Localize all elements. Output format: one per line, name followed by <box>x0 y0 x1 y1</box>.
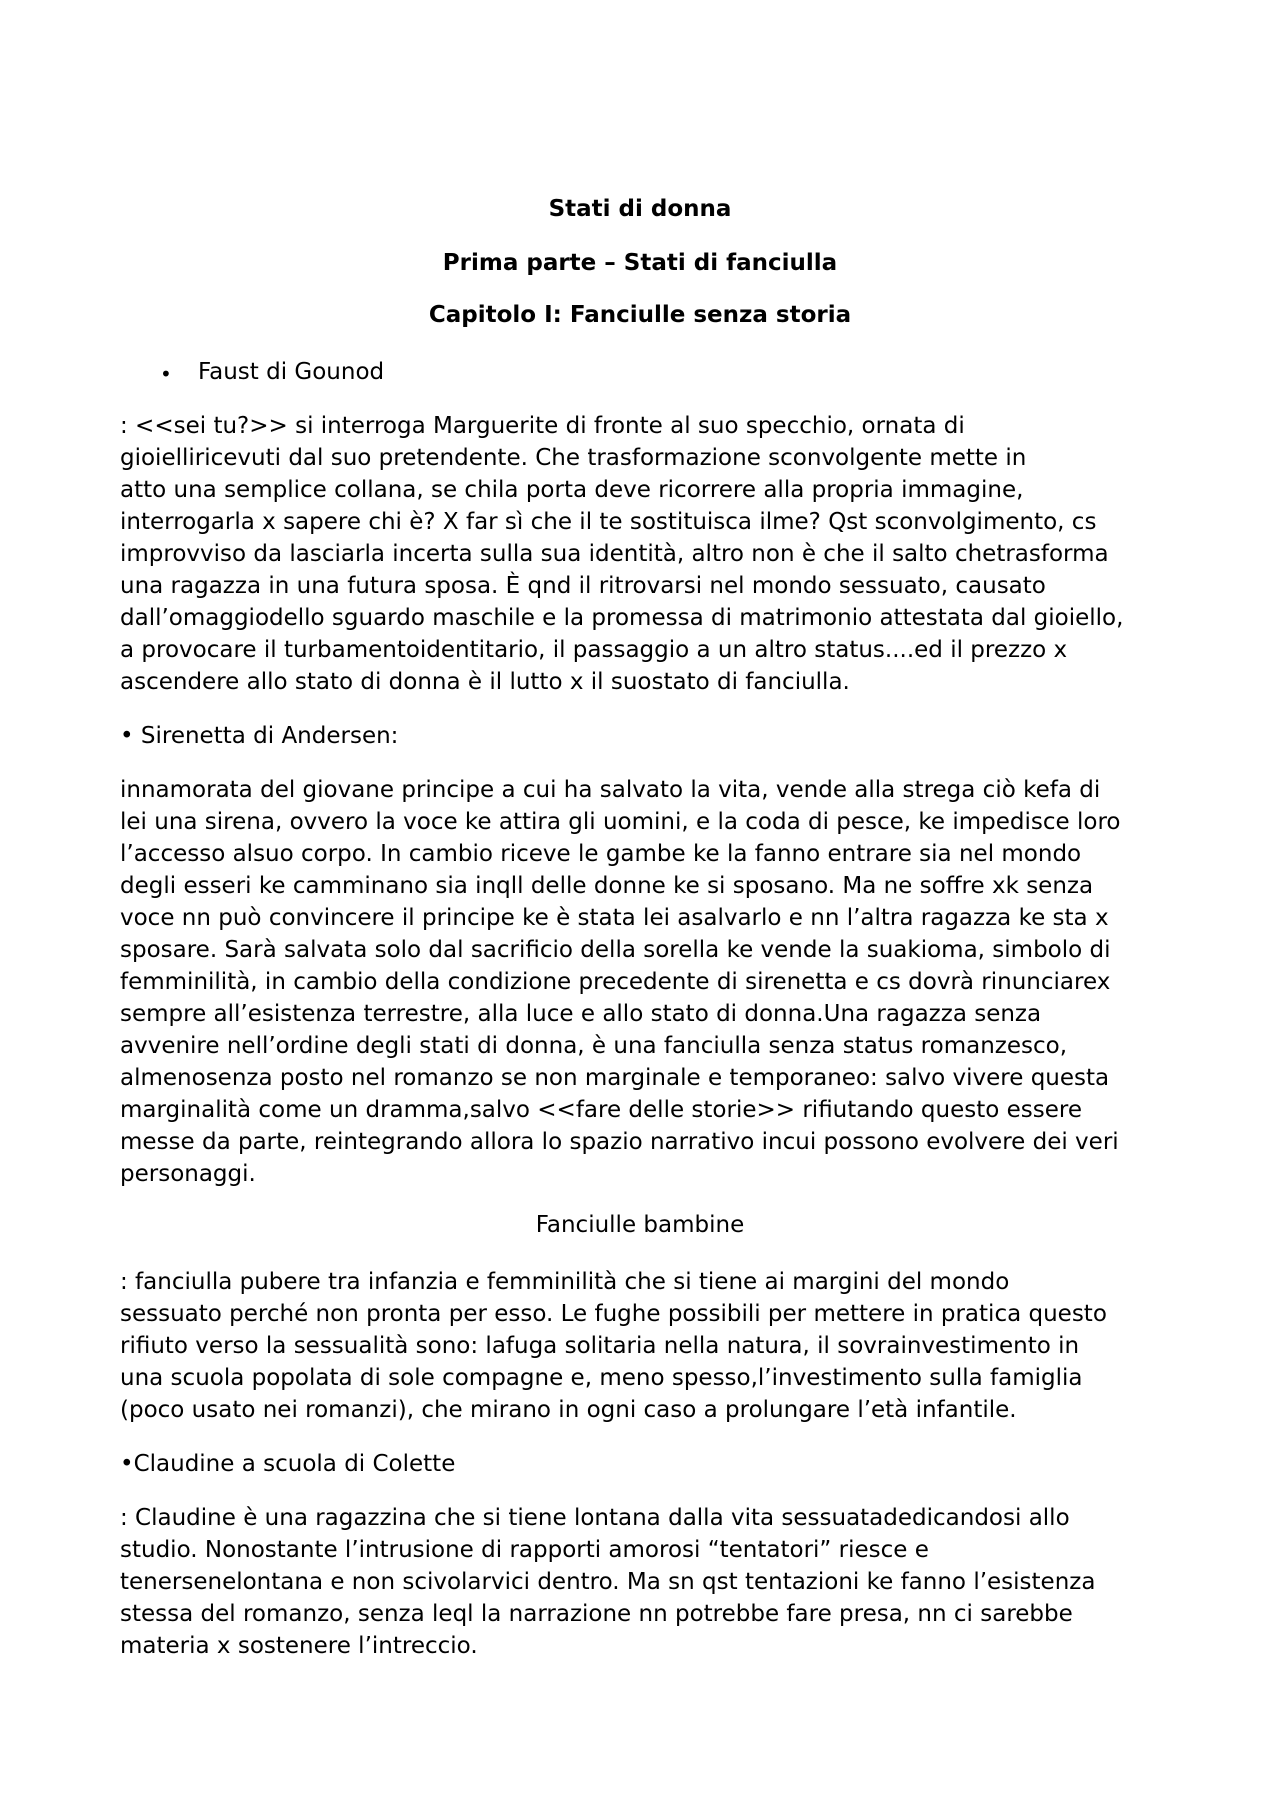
paragraph-line: marginalità come un dramma,salvo <<fare delle storie>> rifiutando questo essere <box>120 1097 1083 1123</box>
paragraph-line: femminilità, in cambio della condizione precedente di sirenetta e cs dovrà rinunciarex <box>120 969 1111 995</box>
paragraph-line: improvviso da lasciarla incerta sulla sua identità, altro non è che il salto chetrasforma <box>120 541 1109 567</box>
paragraph-line: (poco usato nei romanzi), che mirano in ogni caso a prolungare l’età infantile. <box>120 1397 1017 1423</box>
paragraph-line: avvenire nell’ordine degli stati di donna, è una fanciulla senza status romanzesco, <box>120 1033 1068 1059</box>
paragraph-line: stessa del romanzo, senza leql la narrazione nn potrebbe fare presa, nn ci sarebbe <box>120 1601 1073 1627</box>
paragraph-line: sessuato perché non pronta per esso. Le fughe possibili per mettere in pratica questo <box>120 1301 1107 1327</box>
faust-heading: Faust di Gounod <box>198 359 385 385</box>
paragraph-line: dall’omaggiodello sguardo maschile e la promessa di matrimonio attestata dal gioiello, <box>120 605 1124 631</box>
bullet-icon: • <box>160 362 172 386</box>
paragraph-line: : <<sei tu?>> si interroga Marguerite di fronte al suo specchio, ornata di <box>120 413 965 439</box>
document-title: Stati di donna <box>548 196 732 222</box>
paragraph-line: almenosenza posto nel romanzo se non marginale e temporaneo: salvo vivere questa <box>120 1065 1110 1091</box>
section-heading-fanciulle-bambine: Fanciulle bambine <box>535 1212 745 1238</box>
paragraph-line: studio. Nonostante l’intrusione di rapporti amorosi “tentatori” riesce e <box>120 1537 929 1563</box>
paragraph-line: a provocare il turbamentoidentitario, il passaggio a un altro status....ed il prezzo x <box>120 637 1068 663</box>
paragraph-line: voce nn può convincere il principe ke è stata lei asalvarlo e nn l’altra ragazza ke sta x <box>120 905 1109 931</box>
paragraph-line: lei una sirena, ovvero la voce ke attira gli uomini, e la coda di pesce, ke impedisce loro <box>120 809 1121 835</box>
part-title: Prima parte – Stati di fanciulla <box>442 250 838 276</box>
paragraph-line: degli esseri ke camminano sia inqll delle donne ke si sposano. Ma ne soffre xk senza <box>120 873 1094 899</box>
paragraph-line: messe da parte, reintegrando allora lo spazio narrativo incui possono evolvere dei veri <box>120 1129 1119 1155</box>
chapter-title: Capitolo I: Fanciulle senza storia <box>428 302 852 328</box>
paragraph-line: una scuola popolata di sole compagne e, meno spesso,l’investimento sulla famiglia <box>120 1365 1083 1391</box>
paragraph-line: gioielliricevuti dal suo pretendente. Che trasformazione sconvolgente mette in <box>120 445 1027 471</box>
sirenetta-heading: • Sirenetta di Andersen: <box>120 723 399 749</box>
paragraph-line: sempre all’esistenza terrestre, alla luce e allo stato di donna.Una ragazza senza <box>120 1001 1042 1027</box>
paragraph-line: interrogarla x sapere chi è? X far sì che il te sostituisca ilme? Qst sconvolgimento, cs <box>120 509 1097 535</box>
paragraph-line: l’accesso alsuo corpo. In cambio riceve le gambe ke la fanno entrare sia nel mondo <box>120 841 1082 867</box>
claudine-heading: •Claudine a scuola di Colette <box>120 1451 456 1477</box>
paragraph-line: : Claudine è una ragazzina che si tiene lontana dalla vita sessuatadedicandosi allo <box>120 1505 1070 1531</box>
paragraph-line: ascendere allo stato di donna è il lutto x il suostato di fanciulla. <box>120 669 850 695</box>
paragraph-line: personaggi. <box>120 1161 256 1187</box>
paragraph-line: innamorata del giovane principe a cui ha salvato la vita, vende alla strega ciò kefa di <box>120 777 1101 803</box>
paragraph-line: una ragazza in una futura sposa. È qnd il ritrovarsi nel mondo sessuato, causato <box>120 573 1046 599</box>
paragraph-line: materia x sostenere l’intreccio. <box>120 1633 478 1659</box>
paragraph-line: atto una semplice collana, se chila porta deve ricorrere alla propria immagine, <box>120 477 1024 503</box>
paragraph-line: : fanciulla pubere tra infanzia e femminilità che si tiene ai margini del mondo <box>120 1269 1010 1295</box>
paragraph-line: sposare. Sarà salvata solo dal sacrificio della sorella ke vende la suakioma, simbolo di <box>120 937 1111 963</box>
paragraph-line: rifiuto verso la sessualità sono: lafuga solitaria nella natura, il sovrainvestimento in <box>120 1333 1080 1359</box>
paragraph-line: tenersenelontana e non scivolarvici dentro. Ma sn qst tentazioni ke fanno l’esistenza <box>120 1569 1096 1595</box>
